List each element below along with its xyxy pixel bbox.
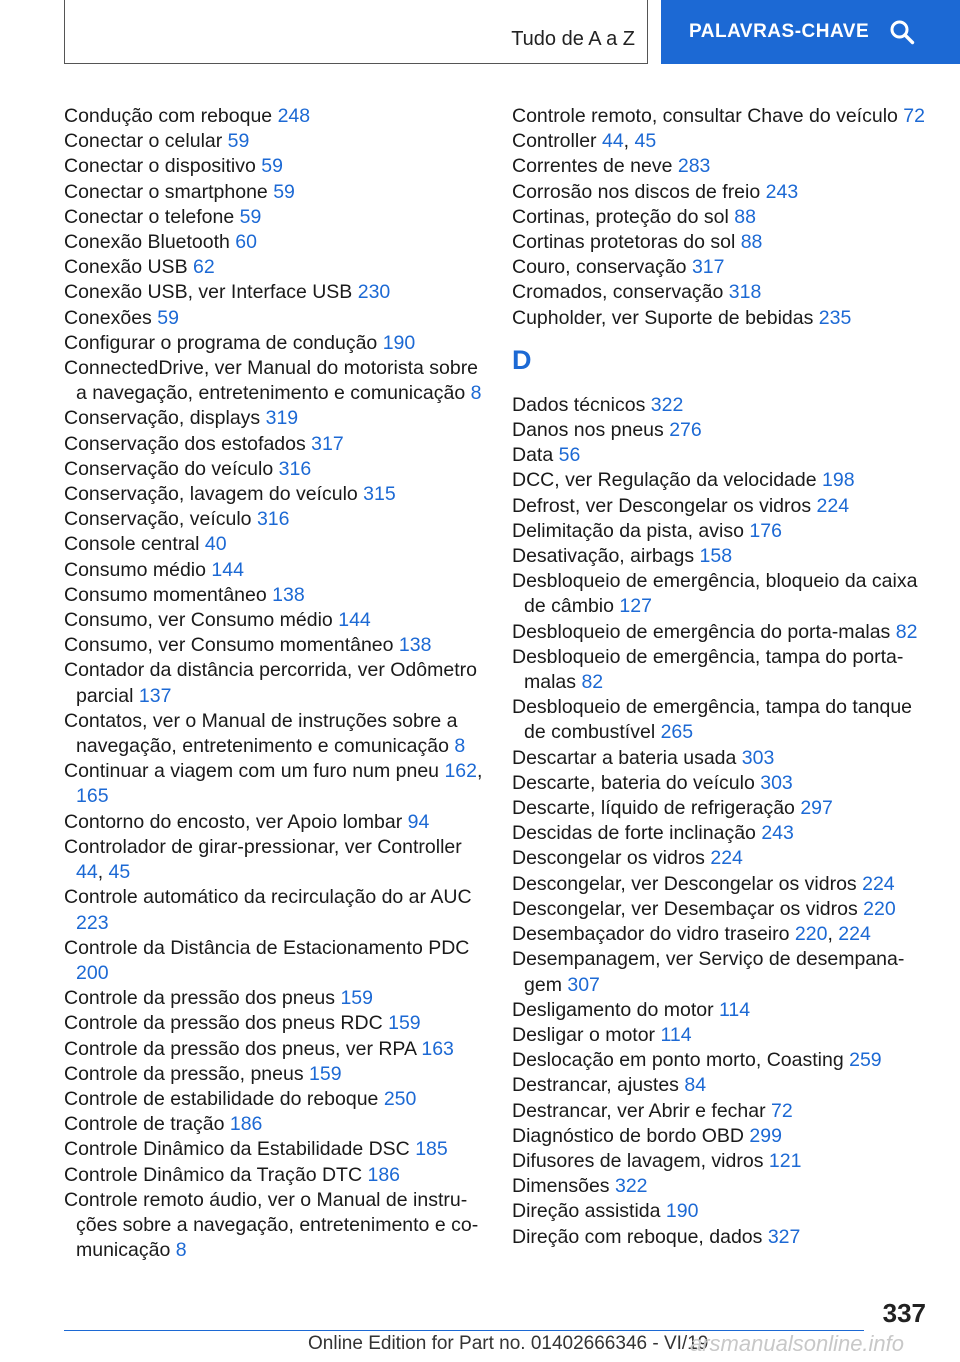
- index-entry-text: Desligar o motor: [512, 1023, 656, 1046]
- index-column-right: [512, 104, 932, 1250]
- index-entry-text: Contador da distância percorrida, ver Odômetro parcial: [64, 659, 477, 707]
- index-entry-text: Destrancar, ajustes: [512, 1074, 679, 1097]
- page-link[interactable]: 137: [138, 684, 172, 707]
- index-entry: [512, 494, 932, 519]
- page-link[interactable]: 316: [256, 508, 290, 531]
- page-link[interactable]: 230: [357, 281, 391, 304]
- page-link[interactable]: 297: [800, 797, 833, 820]
- index-entry-text: Controle da Distância de Estacionamento PDC: [64, 936, 470, 959]
- index-entry: [512, 872, 932, 897]
- page-link[interactable]: 8: [470, 382, 482, 405]
- index-entry: [512, 1023, 932, 1048]
- page-link[interactable]: 303: [760, 771, 793, 794]
- index-entry-text: Cortinas, proteção do sol: [512, 205, 729, 228]
- page-link[interactable]: 59: [157, 306, 179, 329]
- index-entry-text: Direção com reboque, dados: [512, 1225, 763, 1248]
- index-entry: [512, 230, 932, 255]
- index-entry-text: Conexão Bluetooth: [64, 231, 230, 254]
- index-entry-text: Controle da pressão dos pneus RDC: [64, 1012, 383, 1035]
- page-link[interactable]: 162: [444, 760, 477, 783]
- index-entry-text: Conservação dos estofados: [64, 432, 306, 455]
- index-entry: [512, 1099, 932, 1124]
- page-link[interactable]: 185: [415, 1138, 448, 1161]
- index-entry: [512, 947, 932, 997]
- page-link[interactable]: 56: [558, 444, 581, 467]
- index-entry: [512, 154, 932, 179]
- page-link[interactable]: 299: [749, 1124, 782, 1147]
- page-link[interactable]: 224: [710, 847, 743, 870]
- index-entry-text: Delimitação da pista, aviso: [512, 519, 744, 542]
- index-entry-text: Contorno do encosto, ver Apoio lombar: [64, 810, 403, 833]
- page-link[interactable]: 44: [76, 861, 98, 884]
- index-entry: [512, 468, 932, 493]
- page-link[interactable]: 224: [862, 872, 895, 895]
- page-link[interactable]: 44: [601, 130, 624, 153]
- index-entry-text: Descarte, bateria do veículo: [512, 771, 755, 794]
- index-entry: [512, 443, 932, 468]
- page-link[interactable]: 60: [235, 231, 257, 254]
- index-entry: [64, 1037, 484, 1062]
- index-entry: [64, 1188, 484, 1264]
- index-entry: [64, 356, 484, 406]
- index-entry: [64, 104, 484, 129]
- page-link[interactable]: 265: [660, 721, 694, 744]
- page-link[interactable]: 315: [363, 483, 396, 506]
- page-link[interactable]: 138: [398, 634, 432, 657]
- index-entry: [512, 544, 932, 569]
- search-icon: [889, 19, 915, 45]
- index-entry-text: Conexão USB, ver Interface USB: [64, 281, 353, 304]
- index-entry-text: Conexões: [64, 306, 152, 329]
- index-entry: [64, 1087, 484, 1112]
- index-entry-text: Desbloqueio de emergência, tampa do porta-malas: [512, 645, 904, 694]
- page-link[interactable]: 322: [614, 1175, 648, 1198]
- index-entry-text: Continuar a viagem com um furo num pneu: [64, 760, 440, 783]
- index-entry-text: Contatos, ver o Manual de instruções sobre a navegação, entretenimento e comunicação: [64, 709, 458, 758]
- page-link[interactable]: 250: [383, 1087, 417, 1110]
- index-entry-text: Controle de estabilidade do reboque: [64, 1087, 379, 1110]
- index-entry: [64, 230, 484, 255]
- page-link[interactable]: 235: [818, 306, 852, 329]
- page-link[interactable]: 224: [816, 494, 850, 517]
- page-link[interactable]: 88: [740, 231, 763, 254]
- index-entry: Desembaçador do vidro traseiro 220, 224: [512, 923, 871, 946]
- index-entry: [64, 709, 484, 759]
- index-entry-text: Dados técnicos: [512, 393, 646, 416]
- page-link[interactable]: 220: [863, 897, 896, 920]
- index-entry-text: Difusores de lavagem, vidros: [512, 1149, 764, 1172]
- index-entry-text: Desbloqueio de emergência, bloqueio da caixa de câmbio: [512, 570, 918, 618]
- index-entry-text: Controle da pressão dos pneus: [64, 987, 336, 1010]
- index-entry-text: Conectar o telefone: [64, 205, 235, 228]
- index-entry: [512, 645, 932, 695]
- index-entry: [64, 986, 484, 1011]
- index-entry: [512, 255, 932, 280]
- index-entry: [64, 583, 484, 608]
- index-entry-text: Desembaçador do vidro traseiro: [512, 923, 790, 946]
- page-link[interactable]: 176: [749, 519, 782, 542]
- page-link[interactable]: 59: [273, 180, 295, 203]
- page-link[interactable]: 319: [265, 407, 299, 430]
- index-entry-text: Console central: [64, 533, 200, 556]
- page-link[interactable]: 316: [278, 457, 312, 480]
- page-link[interactable]: 165: [76, 785, 109, 808]
- page-link[interactable]: 318: [728, 281, 762, 304]
- index-entry-text: Descongelar, ver Desembaçar os vidros: [512, 897, 858, 920]
- index-entry-text: Data: [512, 444, 554, 467]
- index-entry-text: Cupholder, ver Suporte de bebidas: [512, 306, 814, 329]
- index-entry-text: Desligamento do motor: [512, 998, 714, 1021]
- index-entry-text: Cortinas protetoras do sol: [512, 231, 736, 254]
- index-entry-text: Controlador de girar-pressionar, ver Controller: [64, 835, 462, 858]
- page-link[interactable]: 303: [741, 746, 775, 769]
- page-link[interactable]: 163: [421, 1037, 454, 1060]
- page-link[interactable]: 59: [239, 205, 262, 228]
- index-entry: [64, 154, 484, 179]
- index-entry: [64, 205, 484, 230]
- index-entry: [64, 1112, 484, 1137]
- page-link[interactable]: 72: [903, 105, 925, 127]
- page-link[interactable]: 243: [765, 180, 799, 203]
- index-entry: [512, 998, 932, 1023]
- index-entry: [512, 1149, 932, 1174]
- page-link[interactable]: 159: [309, 1062, 342, 1085]
- page-link[interactable]: 186: [367, 1163, 401, 1186]
- index-entry: [512, 695, 932, 745]
- index-entry-text: Consumo, ver Consumo momentâneo: [64, 634, 394, 657]
- index-entry-text: Descidas de forte inclinação: [512, 822, 756, 845]
- index-entry: [64, 406, 484, 431]
- index-entry: [512, 897, 932, 922]
- index-entry-text: Controle automático da recirculação do ar AUC: [64, 886, 472, 909]
- index-entry-text: Conservação, displays: [64, 407, 261, 430]
- index-entry-text: Conservação, lavagem do veículo: [64, 483, 358, 506]
- index-entry-text: Desbloqueio de emergência, tampa do tanque de combustível: [512, 696, 913, 744]
- page-link[interactable]: 259: [849, 1049, 882, 1072]
- index-entry: [64, 633, 484, 658]
- page-link[interactable]: 144: [211, 558, 244, 581]
- page-link[interactable]: 82: [581, 671, 604, 694]
- index-entry: [64, 1137, 484, 1162]
- index-entry: Controlador de girar-pressionar, ver Controller 44, 45: [64, 835, 462, 884]
- index-entry-text: Diagnóstico de bordo OBD: [512, 1124, 744, 1147]
- page-link[interactable]: 220: [794, 923, 828, 946]
- index-entry: [512, 569, 932, 619]
- index-entry-text: Controller: [512, 130, 597, 153]
- page-link[interactable]: 190: [382, 331, 416, 354]
- index-entry-text: Correntes de neve: [512, 155, 673, 178]
- index-entry: [512, 1199, 932, 1224]
- page-link[interactable]: 45: [108, 861, 131, 884]
- index-entry-text: Destrancar, ver Abrir e fechar: [512, 1099, 766, 1122]
- index-entry-text: Danos nos pneus: [512, 419, 664, 442]
- page-link[interactable]: 283: [677, 155, 711, 178]
- page-link[interactable]: 94: [407, 810, 430, 833]
- index-entry-text: Cromados, conservação: [512, 281, 724, 304]
- index-entry: [512, 846, 932, 871]
- page-link[interactable]: 159: [388, 1012, 421, 1035]
- index-entry: [512, 821, 932, 846]
- index-column-left: [64, 104, 484, 1263]
- page-link[interactable]: 114: [719, 998, 751, 1021]
- index-entry: [512, 519, 932, 544]
- index-entry-text: Dimensões: [512, 1175, 610, 1198]
- index-entry-text: Conectar o dispositivo: [64, 155, 256, 178]
- page-link[interactable]: 276: [669, 419, 702, 442]
- index-entry-text: Deslocação em ponto morto, Coasting: [512, 1049, 844, 1072]
- page-number: 337: [882, 1298, 926, 1328]
- index-entry: [512, 104, 932, 129]
- index-entry: [64, 255, 484, 280]
- page-link[interactable]: 72: [771, 1099, 793, 1122]
- index-entry: [64, 432, 484, 457]
- keyword-tab-label: PALAVRAS-CHAVE: [689, 21, 870, 42]
- index-entry: [64, 1062, 484, 1087]
- page-link[interactable]: 62: [193, 256, 215, 279]
- page-link[interactable]: 88: [734, 205, 756, 228]
- index-entry-text: Controle da pressão dos pneus, ver RPA: [64, 1037, 416, 1060]
- index-entry: [64, 507, 484, 532]
- index-entry: [64, 558, 484, 583]
- index-entry-text: Desativação, airbags: [512, 545, 695, 568]
- section-letter: D: [512, 344, 532, 375]
- page-link[interactable]: 121: [768, 1149, 802, 1172]
- index-entry: [64, 608, 484, 633]
- index-entry-text: Configurar o programa de condução: [64, 331, 378, 354]
- footer-edition: Online Edition for Part no. 01402666346 - VI/19: [308, 1333, 709, 1354]
- index-entry: [512, 1048, 932, 1073]
- page-link[interactable]: 144: [338, 609, 371, 632]
- index-entry: [512, 796, 932, 821]
- page-link[interactable]: 322: [650, 393, 684, 416]
- index-entry: [64, 936, 484, 986]
- page-link[interactable]: 248: [277, 105, 311, 127]
- index-entry-text: Descongelar os vidros: [512, 847, 705, 870]
- page-link[interactable]: 45: [634, 130, 657, 153]
- index-entry: [64, 482, 484, 507]
- page-link[interactable]: 186: [229, 1113, 263, 1136]
- page-link[interactable]: 159: [340, 987, 373, 1010]
- index-entry: [64, 1163, 484, 1188]
- index-entry: [512, 1225, 932, 1250]
- page-link[interactable]: 8: [175, 1239, 187, 1262]
- page-link[interactable]: 82: [895, 620, 918, 643]
- index-entry: [512, 393, 932, 418]
- index-entry: [64, 810, 484, 835]
- page-link[interactable]: 243: [761, 822, 794, 845]
- index-entry-text: Descongelar, ver Descongelar os vidros: [512, 872, 857, 895]
- page-link[interactable]: 114: [660, 1023, 692, 1046]
- index-entry-text: Corrosão nos discos de freio: [512, 180, 761, 203]
- index-entry-text: Desempanagem, ver Serviço de desempanagem: [512, 948, 905, 996]
- index-entry: [64, 331, 484, 356]
- index-entry: [512, 205, 932, 230]
- index-entry: [512, 620, 932, 645]
- footer-watermark: arsmanualsonline.info: [690, 1331, 905, 1356]
- index-entry-text: Conservação do veículo: [64, 457, 274, 480]
- page-link[interactable]: 307: [567, 973, 600, 996]
- index-entry: [512, 280, 932, 305]
- page-link[interactable]: 200: [76, 961, 109, 984]
- index-entry-text: Controle remoto áudio, ver o Manual de instruções sobre a navegação, entretenimento e comunicação: [64, 1188, 479, 1262]
- index-entry-text: Conectar o celular: [64, 130, 223, 153]
- index-entry-text: Controle Dinâmico da Estabilidade DSC: [64, 1138, 410, 1161]
- index-entry-text: Controle remoto, consultar Chave do veículo: [512, 105, 898, 127]
- index-entry-text: ConnectedDrive, ver Manual do motorista sobre a navegação, entretenimento e comunicação: [64, 357, 479, 405]
- keyword-tab[interactable]: [661, 0, 960, 64]
- index-entry-text: Conectar o smartphone: [64, 180, 268, 203]
- index-entry: [64, 532, 484, 557]
- page-link[interactable]: 59: [227, 130, 250, 153]
- index-entry: [512, 306, 932, 331]
- index-entry: [512, 1073, 932, 1098]
- index-entry-text: Controle da pressão, pneus: [64, 1062, 304, 1085]
- index-entry: Controller 44, 45: [512, 130, 657, 153]
- index-entry-text: Desbloqueio de emergência do porta-malas: [512, 620, 891, 643]
- page-link[interactable]: 223: [76, 911, 109, 934]
- index-entry-text: DCC, ver Regulação da velocidade: [512, 469, 817, 492]
- index-entry: [64, 885, 484, 935]
- page-link[interactable]: 158: [699, 545, 733, 568]
- index-entry-text: Consumo, ver Consumo médio: [64, 609, 333, 632]
- index-entry: [64, 180, 484, 205]
- index-entry: [64, 306, 484, 331]
- index-entry: [64, 457, 484, 482]
- index-entry: [64, 658, 484, 708]
- index-entry: [512, 1124, 932, 1149]
- index-entry-text: Defrost, ver Descongelar os vidros: [512, 494, 812, 517]
- index-entry-text: Consumo médio: [64, 558, 206, 581]
- page-link[interactable]: 317: [691, 256, 725, 279]
- page-link[interactable]: 224: [838, 923, 871, 946]
- index-entry-text: Conservação, veículo: [64, 508, 252, 531]
- page-link[interactable]: 40: [204, 533, 227, 556]
- index-entry: [512, 771, 932, 796]
- index-entry: [512, 418, 932, 443]
- index-entry: [512, 1174, 932, 1199]
- index-entry: Continuar a viagem com um furo num pneu 162, 165: [64, 760, 483, 808]
- index-entry-text: Consumo momentâneo: [64, 583, 267, 606]
- page-link[interactable]: 84: [684, 1074, 707, 1097]
- index-entry: [64, 280, 484, 305]
- index-entry-text: Controle Dinâmico da Tração DTC: [64, 1163, 363, 1186]
- page-link[interactable]: 190: [665, 1200, 699, 1223]
- page-link[interactable]: 127: [619, 595, 652, 618]
- page-link[interactable]: 59: [261, 155, 283, 178]
- page-link[interactable]: 198: [822, 469, 855, 492]
- index-entry: [512, 180, 932, 205]
- page-link[interactable]: 327: [767, 1225, 801, 1248]
- page-link[interactable]: 8: [454, 735, 466, 758]
- index-entry: [512, 746, 932, 771]
- index-entry-text: Direção assistida: [512, 1200, 661, 1223]
- index-entry-text: Conexão USB: [64, 256, 188, 279]
- header-tab-label: Tudo de A a Z: [511, 28, 635, 50]
- index-entry-text: Couro, conservação: [512, 256, 687, 279]
- page-link[interactable]: 138: [272, 583, 305, 606]
- header-tab[interactable]: [64, 0, 648, 64]
- index-entry-text: Descartar a bateria usada: [512, 746, 737, 769]
- index-entry-text: Descarte, líquido de refrigeração: [512, 797, 795, 820]
- index-entry-text: Controle de tração: [64, 1113, 225, 1136]
- index-entry: [64, 1011, 484, 1036]
- index-entry-text: Condução com reboque: [64, 105, 273, 127]
- page-link[interactable]: 317: [311, 432, 344, 455]
- index-entry: [64, 129, 484, 154]
